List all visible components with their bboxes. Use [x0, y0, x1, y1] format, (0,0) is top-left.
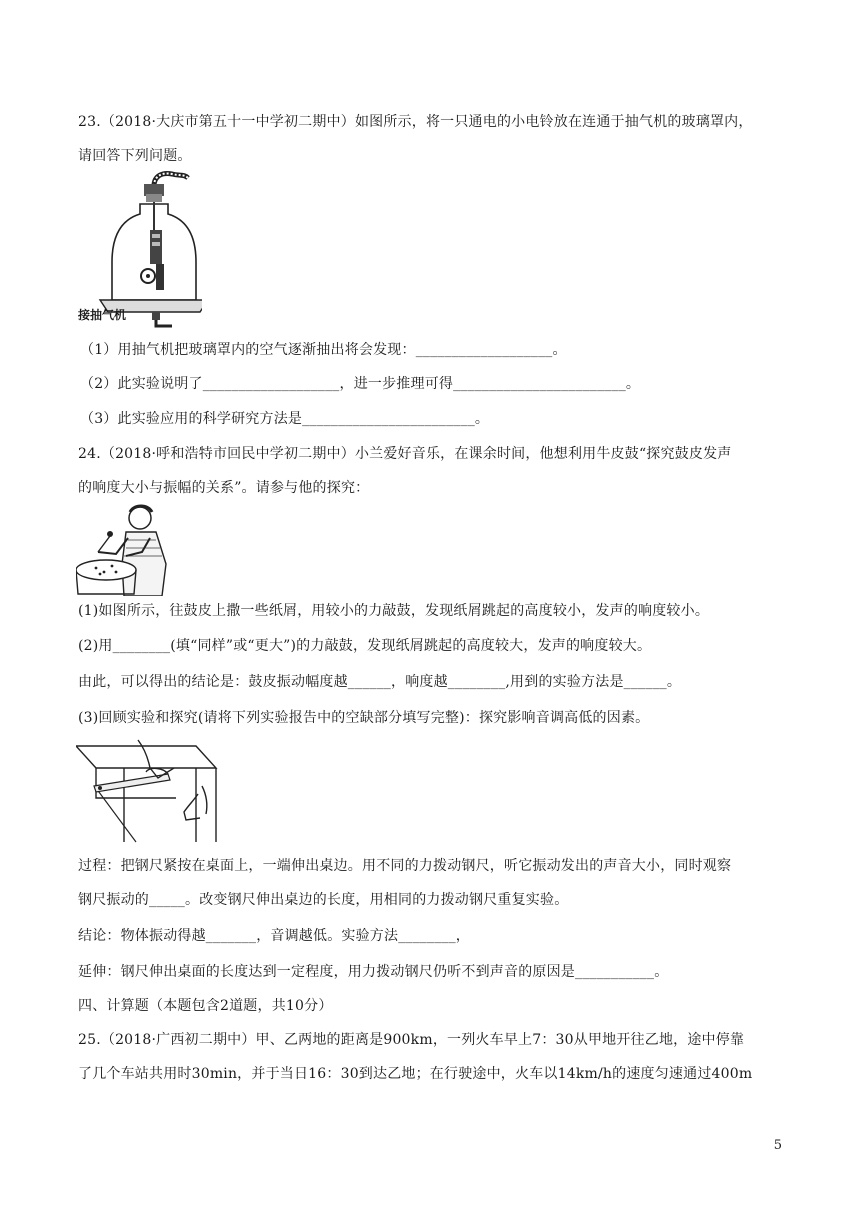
q24-stem-line2: 的响度大小与振幅的关系”。请参与他的探究： [78, 480, 370, 496]
q24-conclusion: 由此，可以得出的结论是：鼓皮振动幅度越______，响度越________,用到的实验方法是______。 [78, 674, 682, 690]
q24-process-line1: 过程：把钢尺紧按在桌面上，一端伸出桌边。用不同的力拨动钢尺，听它振动发出的声音大小，同时观察 [78, 858, 732, 874]
q24-part2: (2)用________(填“同样”或“更大”)的力敲鼓，发现纸屑跳起的高度较大，发声的响度较大。 [78, 638, 652, 654]
section-heading: 四、计算题（本题包含2道题，共10分） [78, 998, 333, 1014]
q23-stem-line1: 23.（2018·大庆市第五十一中学初二期中）如图所示，将一只通电的小电铃放在连通于抽气机的玻璃罩内， [78, 114, 753, 130]
drum-figure [76, 504, 180, 596]
q23-sub1: （1）用抽气机把玻璃罩内的空气逐渐抽出将会发现：___________________。 [80, 342, 567, 358]
q25-stem-line1: 25.（2018·广西初二期中）甲、乙两地的距离是900km，一列火车早上7：30从甲地开往乙地，途中停靠 [78, 1032, 745, 1048]
q23-sub3: （3）此实验应用的科学研究方法是________________________。 [80, 411, 490, 427]
q24-part3: (3)回顾实验和探究(请将下列实验报告中的空缺部分填写完整)：探究影响音调高低的因素。 [78, 710, 650, 726]
q24-part1: (1)如图所示，往鼓皮上撒一些纸屑，用较小的力敲鼓，发现纸屑跳起的高度较小，发声的响度较小。 [78, 603, 710, 619]
q24-stem-line1: 24.（2018·呼和浩特市回民中学初二期中）小兰爱好音乐，在课余时间，他想利用牛皮鼓“探究鼓皮发声 [78, 446, 732, 462]
q23-sub2: （2）此实验说明了___________________，进一步推理可得________________________。 [80, 376, 641, 392]
ruler-table-figure [76, 738, 222, 844]
q23-stem-line2: 请回答下列问题。 [78, 148, 192, 164]
figure-caption: 接抽气机 [78, 308, 127, 322]
page-number: 5 [773, 1138, 782, 1153]
q25-stem-line2: 了几个车站共用时30min，并于当日16：30到达乙地；在行驶途中，火车以14km/h的速度匀速通过400m [78, 1066, 753, 1082]
q24-process-line2: 钢尺振动的_____。改变钢尺伸出桌边的长度，用相同的力拨动钢尺重复实验。 [78, 892, 569, 908]
q24-conclusion-2: 结论：物体振动得越_______，音调越低。实验方法________， [78, 928, 470, 944]
q24-extension: 延伸：钢尺伸出桌面的长度达到一定程度，用力拨动钢尺仍听不到声音的原因是___________。 [78, 964, 669, 980]
